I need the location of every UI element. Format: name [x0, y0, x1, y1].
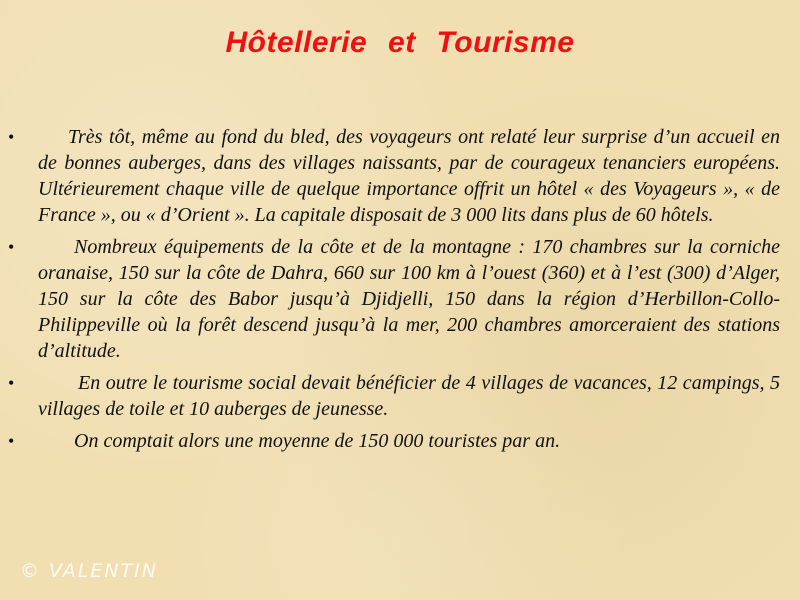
- bullet-marker: •: [8, 127, 15, 147]
- bullet-list: [0, 124, 800, 460]
- slide-title: Hôtellerie et Tourisme: [225, 26, 575, 59]
- bullet-marker: •: [8, 237, 15, 257]
- copyright-watermark: © VALENTIN: [20, 560, 158, 582]
- bullet-text: Très tôt, même au fond du bled, des voyageurs ont relaté leur surprise d’un accueil en de bonnes auberges, dans des villages naissants, par de courageux tenanciers européens. Ultérieurement chaque ville de quelque importance offrit un hôtel « des Voyageurs », « de France », ou « d’Orient ». La capitale disposait de 3 000 lits dans plus de 60 hôtels.: [38, 126, 780, 226]
- bullet-text: On comptait alors une moyenne de 150 000 touristes par an.: [74, 430, 561, 452]
- bullet-text: Nombreux équipements de la côte et de la montagne : 170 chambres sur la corniche oranaise, 150 sur la côte de Dahra, 660 sur 100 km à l’ouest (360) et à l’est (300) d’Alger, 150 sur la côte des Babor jusqu’à Djidjelli, 150 dans la région d’Herbillon-Collo-Philippeville où la forêt descend jusqu’à la mer, 200 chambres amorceraient des stations d’altitude.: [38, 236, 780, 362]
- bullet-item-equipment: [0, 234, 800, 364]
- bullet-text: En outre le tourisme social devait bénéficier de 4 villages de vacances, 12 campings, 5 villages de toile et 10 auberges de jeunesse.: [38, 372, 780, 420]
- bullet-item-social-tourism: [0, 370, 800, 422]
- bullet-marker: •: [8, 431, 15, 451]
- bullet-item-tourist-count: [0, 428, 800, 454]
- bullet-item-hotels: [0, 124, 800, 228]
- bullet-marker: •: [8, 373, 15, 393]
